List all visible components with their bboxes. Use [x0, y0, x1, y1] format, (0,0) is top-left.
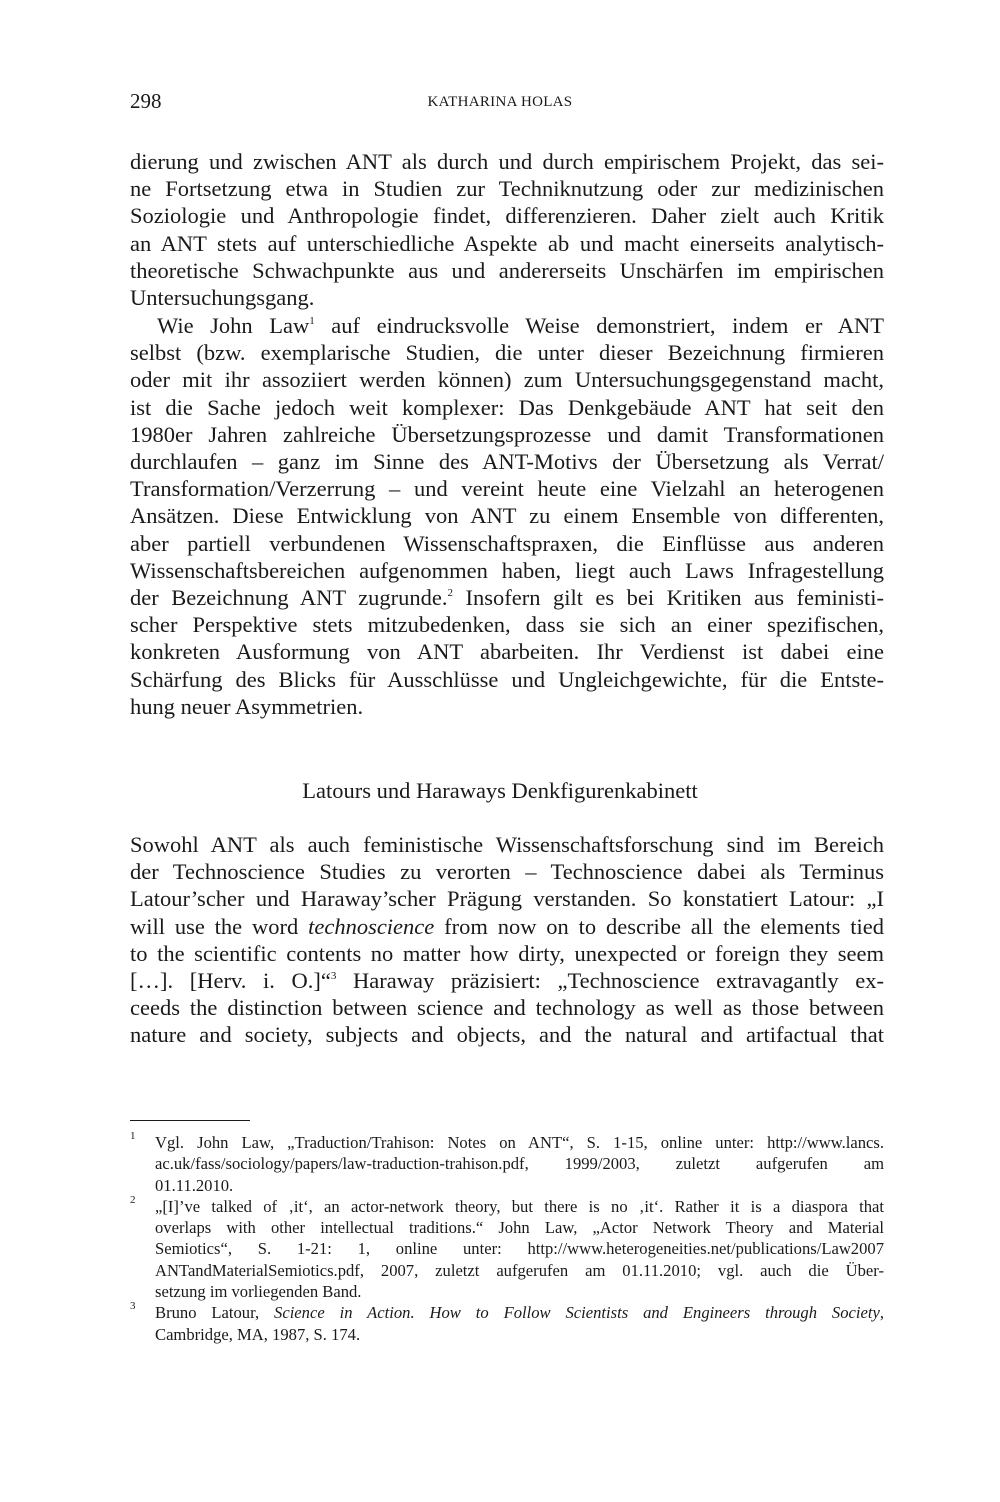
text-line: Schärfung des Blicks für Ausschlüsse und Ungleichgewichte, für die Entste-: [130, 666, 884, 692]
text-run: der Bezeichnung ANT zugrunde.: [130, 585, 448, 611]
footnote-line: Cambridge, MA, 1987, S. 174.: [155, 1324, 361, 1344]
text-line: 1980er Jahren zahlreiche Übersetzungsprozesse und damit Transformationen: [130, 421, 884, 447]
text-line: der Technoscience Studies zu verorten – Technoscience dabei als Terminus: [130, 859, 884, 885]
text-line: selbst (bzw. exemplarische Studien, die unter dieser Bezeichnung firmieren: [130, 340, 884, 366]
text-line: Soziologie und Anthropologie findet, differenzieren. Daher zielt auch Kritik: [130, 203, 884, 229]
text-run: ,: [879, 1303, 884, 1323]
text-line: aber partiell verbundenen Wissenschaftspraxen, die Einflüsse aus anderen: [130, 530, 884, 556]
text-line: nature and society, subjects and objects, and the natural and artifactual that: [130, 1022, 884, 1048]
text-run: Insofern gilt es bei Kritiken aus feministi-: [453, 585, 884, 611]
text-line: [130, 967, 884, 994]
text-run: Wie John Law: [157, 313, 310, 338]
text-line: Ansätzen. Diese Entwicklung von ANT zu einem Ensemble von differenten,: [130, 503, 884, 529]
footnote-1: [130, 1132, 884, 1196]
text-line: Transformation/Verzerrung – und vereint heute eine Vielzahl an heterogenen: [130, 476, 884, 502]
text-run: auf eindrucksvolle Weise demonstriert, indem er ANT: [314, 313, 885, 338]
paragraph-technoscience: [130, 831, 884, 1049]
footnote-number: 3: [130, 1300, 136, 1313]
text-line: ceeds the distinction between science and technology as well as those between: [130, 995, 884, 1021]
text-line: hung neuer Asymmetrien.: [130, 693, 364, 719]
footnotes: [130, 1132, 884, 1345]
text-line: ist die Sache jedoch weit komplexer: Das Denkgebäude ANT hat seit den: [130, 394, 884, 420]
footnote-line: overlaps with other intellectual traditions.“ John Law, „Actor Network Theory and Material: [155, 1218, 884, 1238]
footnote-number: 2: [130, 1193, 136, 1206]
footnote-line: 01.11.2010.: [155, 1175, 234, 1195]
footnote-3: [130, 1302, 884, 1345]
text-line: [130, 312, 884, 339]
text-line: oder mit ihr assoziiert werden können) zum Untersuchungsgegenstand macht,: [130, 367, 884, 393]
text-run: […]. [Herv. i. O.]“: [130, 968, 331, 994]
book-title: Science in Action. How to Follow Scientists and Engineers through Society: [274, 1303, 880, 1323]
footnote-ref-2[interactable]: 2: [447, 587, 454, 600]
emphasis-term: technoscience: [308, 913, 435, 939]
text-line: Sowohl ANT als auch feministische Wissenschaftsforschung sind im Bereich: [130, 832, 884, 857]
footnote-line: ac.uk/fass/sociology/papers/law-traduction-trahison.pdf, 1999/2003, zuletzt aufgerufen am: [155, 1154, 884, 1174]
running-head: KATHARINA HOLAS: [427, 94, 573, 110]
footnote-2: [130, 1193, 884, 1302]
text-line: [130, 913, 884, 940]
text-line: an ANT stets auf unterschiedliche Aspekte ab und macht einerseits analytisch-: [130, 230, 884, 256]
footnote-ref-1[interactable]: 1: [309, 315, 315, 327]
text-run: Bruno Latour,: [155, 1303, 275, 1323]
paragraph-continuation: [130, 148, 884, 311]
text-line: dierung und zwischen ANT als durch und durch empirischem Projekt, das sei-: [130, 149, 884, 174]
footnote-line: [155, 1302, 884, 1323]
footnote-line: „[I]’ve talked of ‚it‘, an actor-network theory, but there is no ‚it‘. Rather it is a diaspora that: [155, 1196, 884, 1216]
text-run: from now on to describe all the elements tied: [434, 913, 884, 939]
paragraph-law: [130, 312, 884, 720]
text-run: Haraway präzisiert: „Technoscience extravagantly ex-: [336, 968, 884, 994]
text-run: will use the word: [130, 913, 309, 939]
text-line: konkreten Ausformung von ANT abarbeiten. Ihr Verdienst ist dabei eine: [130, 639, 884, 665]
footnote-line: ANTandMaterialSemiotics.pdf, 2007, zuletzt aufgerufen am 01.11.2010; vgl. auch die Über-: [155, 1260, 884, 1280]
footnote-line: setzung im vorliegenden Band.: [155, 1282, 362, 1302]
section-heading: Latours und Haraways Denkfigurenkabinett: [302, 778, 698, 803]
text-line: durchlaufen – ganz im Sinne des ANT-Motivs der Übersetzung als Verrat/: [130, 449, 884, 475]
text-line: Untersuchungsgang.: [130, 285, 315, 311]
text-line: [130, 584, 884, 611]
footnote-number: 1: [130, 1130, 136, 1142]
text-line: Wissenschaftsbereichen aufgenommen haben, liegt auch Laws Infragestellung: [130, 557, 884, 583]
footnote-line: Semiotics“, S. 1-21: 1, online unter: http://www.heterogeneities.net/publications/Law2007: [155, 1239, 884, 1259]
text-line: scher Perspektive stets mitzubedenken, dass sie sich an einer spezifischen,: [130, 612, 884, 638]
footnote-line: Vgl. John Law, „Traduction/Trahison: Notes on ANT“, S. 1-15, online unter: http://www.lancs.: [155, 1133, 884, 1152]
text-line: Latour’scher und Haraway’scher Prägung verstanden. So konstatiert Latour: „I: [130, 886, 884, 912]
footnote-separator: [130, 1120, 250, 1121]
text-line: theoretische Schwachpunkte aus und andererseits Unschärfen im empirischen: [130, 257, 884, 283]
text-line: to the scientific contents no matter how dirty, unexpected or foreign they seem: [130, 940, 884, 966]
page-number: 298: [130, 89, 162, 113]
footnote-ref-3[interactable]: 3: [330, 970, 337, 983]
text-line: ne Fortsetzung etwa in Studien zur Techniknutzung oder zur medizinischen: [130, 176, 884, 202]
